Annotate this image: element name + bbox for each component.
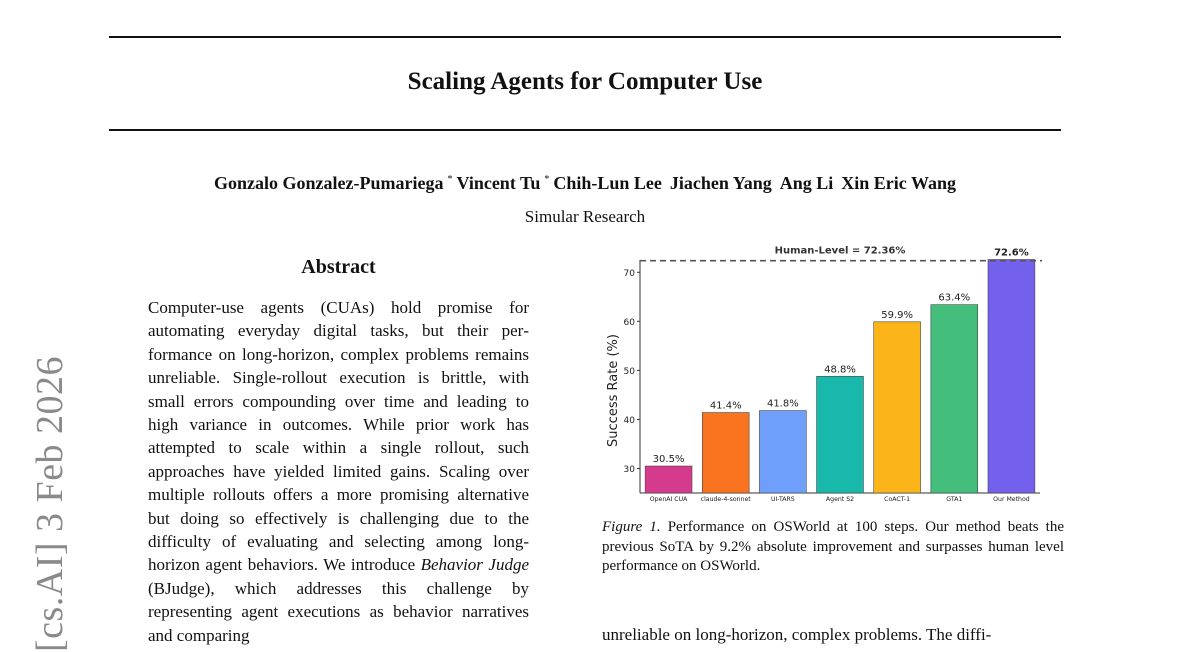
bar-value-label: 59.9% (881, 309, 914, 321)
human-level-label: Human-Level = 72.36% (774, 245, 906, 257)
abstract-heading: Abstract (301, 256, 376, 278)
author-name: Gonzalo Gonzalez-Pumariega (214, 173, 444, 193)
bar-value-label: 41.8% (766, 398, 799, 410)
author-name: Chih-Lun Lee (553, 173, 662, 193)
equal-contribution-mark: * (447, 174, 453, 185)
figure-caption-text: Performance on OSWorld at 100 steps. Our method beats the previous SoTA by 9.2% absolute improvement and surpasses human level performance on OSWorld. (602, 519, 1064, 574)
figure-caption (602, 518, 1064, 577)
bar-1 (702, 413, 749, 493)
y-tick-label: 30 (623, 464, 635, 475)
x-tick-label: Agent S2 (825, 496, 855, 503)
author-name: Xin Eric Wang (841, 173, 956, 193)
right-column-text: unreliable on long-horizon, complex problems. The diffi- (602, 625, 992, 644)
y-tick-label: 50 (623, 366, 635, 377)
top-rule (109, 36, 1061, 38)
bar-2 (759, 411, 806, 493)
bar-value-label: 41.4% (709, 400, 742, 412)
abstract-text-part1: Computer-use agents (CUAs) hold promise for automating everyday digital tasks, but their performance on long-horizon, complex problems remains unreliable. Single-rollout execution is brittle, with small errors compounding over time and leading to high variance in outcomes. While prior work has attempted to scale within a single rollout, such approaches have yielded limited gains. Scaling over multiple rollouts offers a more promising alternative but doing so effectively is challenging due to the difficulty of evaluating and selecting among long-horizon agent behaviors. We introduce (148, 298, 529, 575)
bar-4 (874, 322, 921, 493)
author-name: Jiachen Yang (669, 173, 772, 193)
y-tick-label: 60 (623, 317, 635, 328)
bar-value-label: 72.6% (994, 247, 1029, 259)
abstract-body (148, 296, 529, 647)
title-bottom-rule (109, 129, 1061, 131)
bar-value-label: 48.8% (824, 364, 856, 376)
y-tick-label: 70 (623, 268, 635, 279)
x-tick-label: UI-TARS (770, 496, 795, 503)
author-name: Ang Li (779, 173, 834, 193)
figure-1-bar-chart (600, 245, 1062, 508)
abstract-emphasis: Behavior Judge (420, 555, 529, 575)
y-tick-label: 40 (623, 415, 635, 426)
equal-contribution-mark: * (544, 174, 550, 185)
bar-3 (817, 376, 864, 493)
affiliation: Simular Research (524, 207, 646, 226)
x-tick-label: GTA1 (946, 496, 963, 503)
arxiv-side-label: [cs.AI] 3 Feb 2026 (29, 355, 71, 652)
author-name: Vincent Tu (456, 173, 541, 193)
x-tick-label: CoACT-1 (884, 496, 911, 503)
abstract-text-part2: (BJudge), which addresses this challenge by representing agent executions as behavior narratives and comparing (148, 578, 529, 645)
x-tick-label: OpenAI CUA (649, 496, 688, 503)
bar-value-label: 63.4% (938, 292, 971, 304)
bar-value-label: 30.5% (652, 454, 685, 466)
x-tick-label: Our Method (993, 496, 1030, 503)
bar-5 (931, 305, 978, 493)
x-tick-label: claude-4-sonnet (700, 496, 751, 503)
y-axis-label: Success Rate (%) (606, 334, 621, 447)
author-list (0, 173, 1170, 194)
bar-0 (645, 466, 692, 493)
figure-label: Figure 1. (602, 519, 661, 535)
paper-title: Scaling Agents for Computer Use (407, 68, 763, 95)
bar-6 (988, 260, 1035, 493)
